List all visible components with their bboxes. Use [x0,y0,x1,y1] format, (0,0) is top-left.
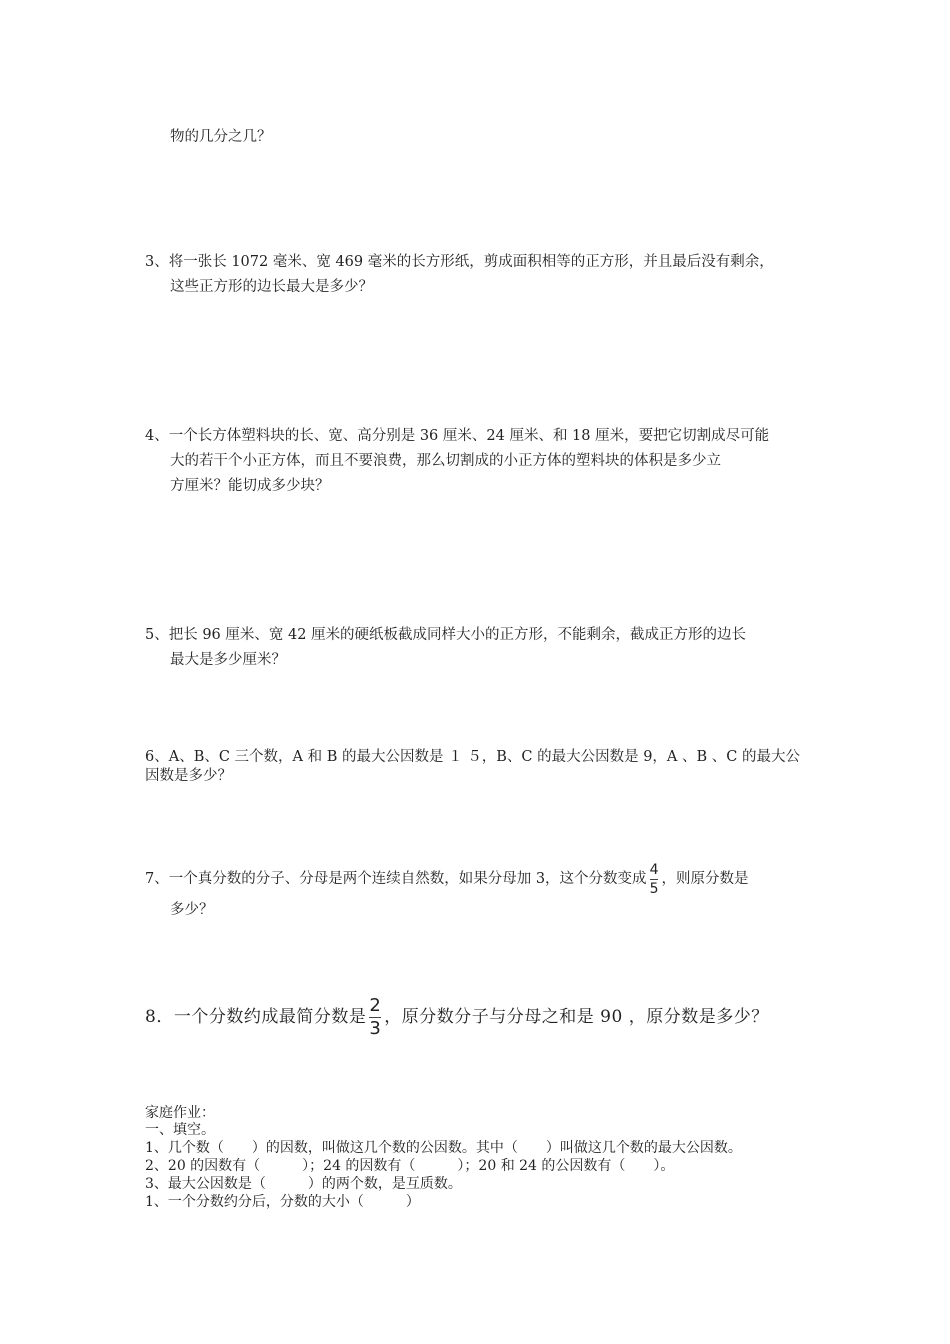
homework-question-4: 1、一个分数约分后，分数的大小（ ） [145,1194,420,1210]
problem-6-line-1: 6、A、B、C 三个数，A 和 B 的最大公因数是 １ ５，B、C 的最大公因数是 9，A 、B 、C 的最大公 [145,749,800,765]
homework-question-1: 1、几个数（ ）的因数，叫做这几个数的公因数。其中（ ）叫做这几个数的最大公因数。 [145,1140,742,1156]
problem-7-line-2: 多少？ [170,902,214,918]
homework-question-2: 2、20 的因数有（ ）；24 的因数有（ ）；20 和 24 的公因数有（ ）。 [145,1158,675,1174]
homework-question-3: 3、最大公因数是（ ）的两个数，是互质数。 [145,1176,462,1192]
problem-4-line-2: 大的若干个小正方体，而且不要浪费，那么切割成的小正方体的塑料块的体积是多少立 [170,453,721,469]
problem-5-line-2: 最大是多少厘米？ [170,652,286,668]
problem-3-line-2: 这些正方形的边长最大是多少？ [170,279,373,295]
problem-8-text-before: 8．一个分数约成最简分数是 [145,1007,367,1027]
problem-5-line-1: 5、把长 96 厘米、宽 42 厘米的硬纸板截成同样大小的正方形，不能剩余，截成正方形的边长 [145,627,747,643]
fraction-bar [650,879,659,880]
problem-8-text-after: ，原分数分子与分母之和是 90 ，原分数是多少？ [384,1007,769,1027]
problem-7-text-before: 7、一个真分数的分子、分母是两个连续自然数，如果分母加 3，这个分数变成 [145,871,647,887]
fraction-denominator: 3 [369,1018,382,1039]
homework-title: 家庭作业： [145,1105,215,1121]
problem-4-line-3: 方厘米？能切成多少块？ [170,478,330,494]
fraction-denominator: 5 [649,880,659,897]
problem-7-line-1 [145,858,748,900]
problem-7-text-after: ，则原分数是 [661,871,749,887]
problem-8-line [145,972,769,1062]
problem-2-continuation: 物的几分之几？ [170,129,272,145]
problem-3-line-1: 3、将一张长 1072 毫米、宽 469 毫米的长方形纸，剪成面积相等的正方形，并且最后没有剩余， [145,254,774,270]
problem-6-line-2: 因数是多少？ [145,768,232,784]
problem-8-fraction [369,997,381,1038]
homework-section-heading: 一、填空。 [145,1122,215,1138]
problem-7-fraction [650,863,659,896]
fraction-numerator: 2 [369,995,382,1016]
problem-4-line-1: 4、一个长方体塑料块的长、宽、高分别是 36 厘米、24 厘米、和 18 厘米，要把它切割成尽可能 [145,428,770,444]
fraction-numerator: 4 [649,861,659,878]
